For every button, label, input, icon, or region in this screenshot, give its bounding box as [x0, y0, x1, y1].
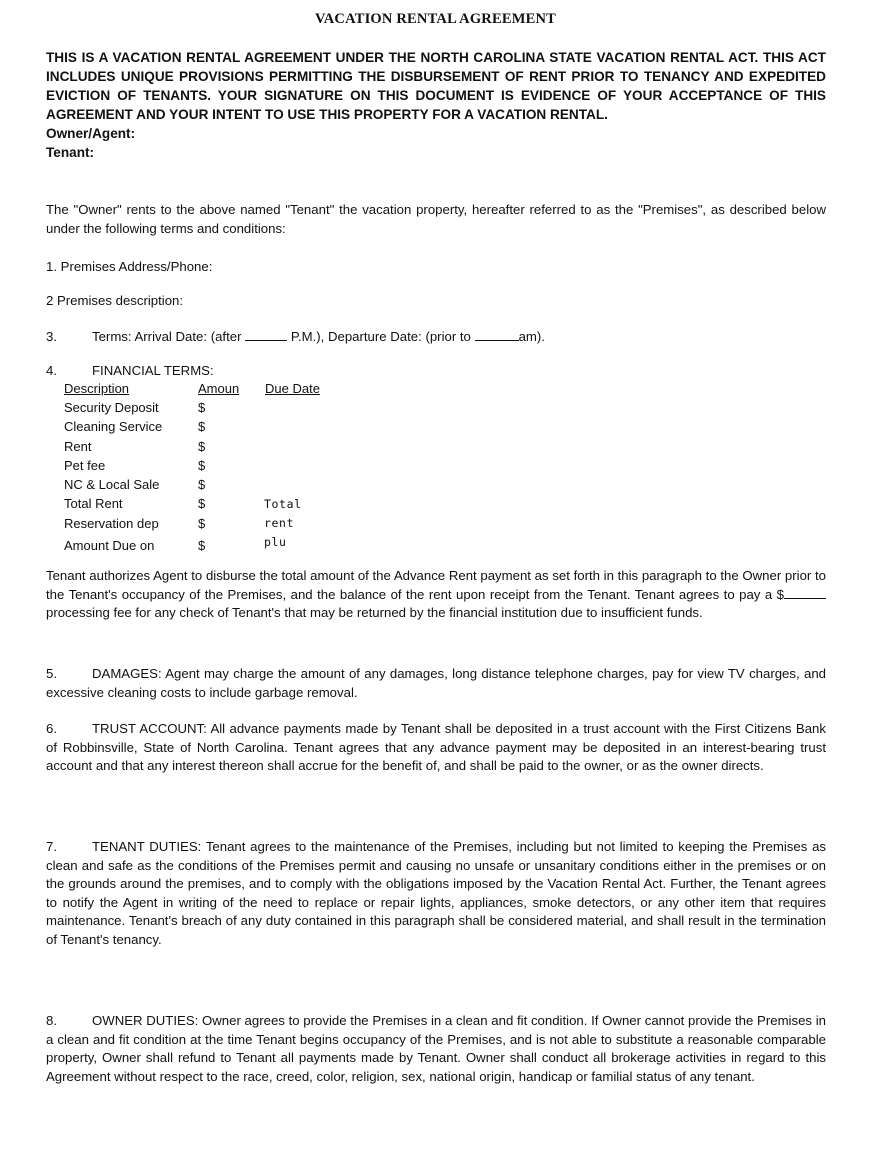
- row-dollar: $: [198, 457, 206, 473]
- intro-paragraph: The "Owner" rents to the above named "Tenant" the vacation property, hereafter referred to as the "Premises", as described below under the following terms and conditions:: [46, 202, 826, 236]
- row-dollar: $: [198, 419, 206, 435]
- item-premises-description: 2 Premises description:: [46, 293, 184, 308]
- row-description: Security Deposit: [64, 400, 159, 415]
- section-trust-account: [46, 720, 826, 776]
- item-number: 3.: [46, 329, 57, 344]
- row-description: Cleaning Service: [64, 419, 163, 435]
- section-owner-duties: [46, 1012, 826, 1086]
- section-text: TENANT DUTIES: Tenant agrees to the maintenance of the Premises, including but not limited to keeping the Premises as clean and safe as the conditions of the Premises permit and causing no unsafe or unsanitary conditions either in the premises or on the grounds around the premises, and to comply with the obligations imposed by the Vacation Rental Act. Further, the Tenant agrees to notify the Agent in writing of the need to replace or repair lights, appliances, smoke detectors, or any other item that requires maintenance. Tenant's breach of any duty contained in this paragraph shall be considered material, and shall result in the termination of Tenant's tenancy.: [46, 839, 826, 947]
- section-number: 7.: [46, 839, 57, 854]
- financial-terms-heading: FINANCIAL TERMS:: [92, 363, 214, 378]
- row-note: Total rent plu: [264, 497, 302, 549]
- row-description: NC & Local Sale: [64, 477, 160, 493]
- section-number: 5.: [46, 666, 57, 681]
- row-description: Total Rent: [64, 496, 123, 512]
- row-dollar: $: [198, 496, 206, 512]
- owner-agent-label: Owner/Agent:: [46, 126, 136, 141]
- row-dollar: $: [198, 515, 206, 531]
- section-number: 6.: [46, 721, 57, 736]
- arrival-time-blank: [245, 328, 287, 341]
- row-dollar: $: [198, 438, 206, 454]
- preamble-text: THIS IS A VACATION RENTAL AGREEMENT UNDER THE NORTH CAROLINA STATE VACATION RENTAL ACT. THIS ACT INCLUDES UNIQUE PROVISIONS PERMITTING THE DISBURSEMENT OF RENT PRIOR TO TENANCY AND EXPEDITED EVICTION OF TENANTS. YOUR SIGNATURE ON THIS DOCUMENT IS EVIDENCE OF YOUR ACCEPTANCE OF THIS AGREEMENT AND YOUR INTENT TO USE THIS PROPERTY FOR A VACATION RENTAL.: [46, 50, 826, 122]
- column-amount: Amoun: [198, 381, 240, 396]
- section-damages: [46, 665, 826, 702]
- section-text: OWNER DUTIES: Owner agrees to provide the Premises in a clean and fit condition. If Owner cannot provide the Premises in a clean and fit condition at the time Tenant begins occupancy of the Premises, and is not able to substitute a reasonable comparable property, Owner shall refund to Tenant all payments made by Tenant. Owner shall conduct all brokerage activities in regard to this Agreement without respect to the race, creed, color, religion, sex, national origin, handicap or familial status of any tenant.: [46, 1013, 826, 1084]
- section-number: 8.: [46, 1013, 57, 1028]
- authorize-paragraph: [46, 567, 826, 623]
- item-number: 4.: [46, 363, 57, 378]
- tenant-label: Tenant:: [46, 145, 95, 160]
- column-due-date: Due Date: [265, 381, 320, 396]
- departure-time-blank: [475, 328, 519, 341]
- column-description: Description: [64, 381, 130, 396]
- processing-fee-blank: [784, 586, 826, 599]
- row-description: Pet fee: [64, 457, 106, 473]
- row-description: Rent: [64, 438, 92, 454]
- preamble: [46, 48, 826, 162]
- section-text: DAMAGES: Agent may charge the amount of any damages, long distance telephone charges, pay for view TV charges, and excessive cleaning costs to include garbage removal.: [46, 666, 826, 700]
- section-text: TRUST ACCOUNT: All advance payments made by Tenant shall be deposited in a trust account with the First Citizens Bank of Robbinsville, State of North Carolina. Tenant agrees that any advance payment may be deposited in an interest-bearing trust account and that any interest thereon shall accrue for the benefit of, and shall be paid to the owner, or as the owner directs.: [46, 721, 826, 774]
- authorize-text-end: processing fee for any check of Tenant's that may be returned by the financial institution due to insufficient funds.: [46, 605, 703, 621]
- terms-departure-text: P.M.), Departure Date: (prior to: [290, 329, 471, 344]
- row-description: Reservation dep: [64, 515, 159, 531]
- item-terms: [46, 328, 826, 347]
- row-dollar: $: [198, 477, 206, 493]
- authorize-text: Tenant authorizes Agent to disburse the total amount of the Advance Rent payment as set forth in this paragraph to the Owner prior to the Tenant's occupancy of the Premises, and the balance of the rent upon receipt from the Tenant. Tenant agrees to pay a $: [46, 568, 826, 602]
- row-dollar: $: [198, 538, 206, 554]
- row-description: Amount Due on: [64, 538, 155, 554]
- row-dollar: $: [198, 400, 206, 415]
- item-financial-terms: [46, 362, 826, 381]
- terms-arrival-text: Terms: Arrival Date: (after: [92, 329, 242, 344]
- terms-end-text: am).: [518, 329, 545, 344]
- item-premises-address: 1. Premises Address/Phone:: [46, 259, 213, 274]
- section-tenant-duties: [46, 838, 826, 950]
- document-title: VACATION RENTAL AGREEMENT: [314, 11, 557, 27]
